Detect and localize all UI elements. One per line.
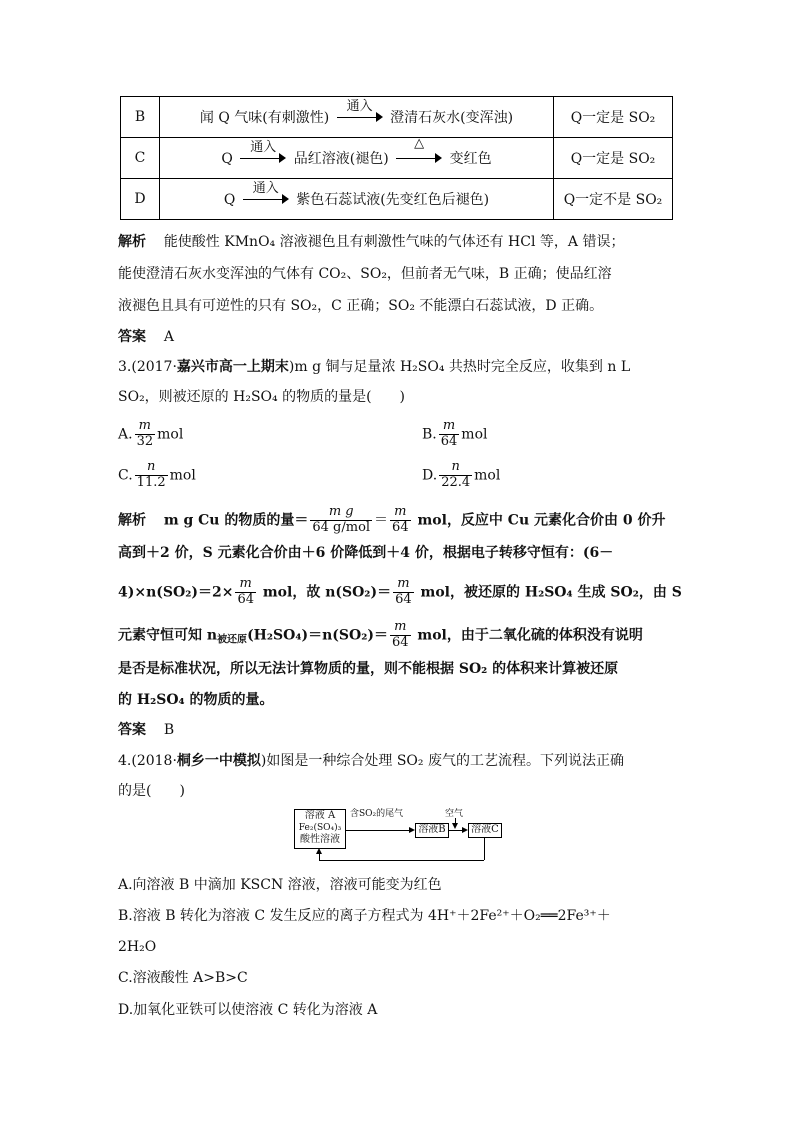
fraction: $\frac{m}{64}$ bbox=[237, 576, 254, 607]
row-letter: B bbox=[121, 97, 160, 138]
table-row bbox=[121, 179, 673, 220]
row-conclusion: Q一定是 SO₂ bbox=[554, 138, 673, 179]
procedure-result: 澄清石灰水(变浑浊) bbox=[390, 110, 514, 126]
analysis-text: 4)×n(SO₂)＝2× bbox=[118, 584, 234, 601]
question-number: 3.(2017· bbox=[118, 359, 177, 375]
table-row bbox=[121, 138, 673, 179]
fraction: $\frac{m}{64}$ bbox=[392, 504, 409, 535]
q4-option-a: A.向溶液 B 中滴加 KSCN 溶液，溶液可能变为红色 bbox=[118, 877, 442, 893]
question-text: )如图是一种综合处理 SO₂ 废气的工艺流程。下列说法正确 bbox=[260, 753, 624, 769]
q3-option-c bbox=[118, 460, 196, 491]
reaction-arrow bbox=[337, 99, 383, 125]
arrow-label: 通入 bbox=[250, 140, 277, 155]
procedure-text: Q bbox=[221, 151, 233, 167]
q3-analysis-line: 是否是标准状况，所以无法计算物质的量，则不能根据 SO₂ 的体积来计算被还原 bbox=[118, 661, 619, 677]
row-letter: D bbox=[121, 179, 160, 220]
arrow-label: 通入 bbox=[252, 181, 279, 196]
arrow-label: 通入 bbox=[346, 99, 373, 114]
box-label: 溶液 A bbox=[304, 810, 336, 821]
analysis-text: mol，被还原的 H₂SO₄ 生成 SO₂，由 S bbox=[415, 584, 682, 601]
q3-analysis-line: 的 H₂SO₄ 的物质的量。 bbox=[118, 692, 274, 708]
heat-icon: △ bbox=[414, 136, 425, 151]
procedure-result: 紫色石蕊试液(先变红色后褪色) bbox=[296, 192, 490, 208]
option-fraction: $\frac{m}{64}$ bbox=[440, 418, 458, 449]
equals-sign: ＝ bbox=[374, 512, 389, 529]
heat-arrow bbox=[396, 136, 442, 166]
option-unit: mol bbox=[474, 467, 501, 484]
q3-option-a bbox=[118, 419, 183, 450]
procedure-result: 品红溶液(褪色) bbox=[293, 151, 389, 167]
option-unit: mol bbox=[169, 467, 196, 484]
row-procedure bbox=[160, 138, 554, 179]
q2-answer bbox=[118, 327, 174, 347]
answer-label: 答案 bbox=[118, 329, 146, 345]
options-table bbox=[120, 96, 673, 220]
analysis-text: mol，由于二氧化硫的体积没有说明 bbox=[412, 627, 643, 644]
q4-option-b: B.溶液 B 转化为溶液 C 发生反应的离子方程式为 4H⁺＋2Fe²⁺＋O₂══2Fe³⁺＋ bbox=[118, 908, 611, 924]
q3-option-d bbox=[422, 460, 500, 491]
option-label: A. bbox=[118, 426, 133, 443]
analysis-text: (H₂SO₄)＝n(SO₂)＝ bbox=[247, 627, 388, 644]
air-label: 空气 bbox=[445, 809, 464, 819]
tail-gas-label: 含SO₂的尾气 bbox=[350, 809, 404, 819]
option-label: C. bbox=[118, 467, 133, 484]
q3-answer bbox=[118, 720, 174, 740]
question-source: 桐乡一中模拟 bbox=[176, 753, 261, 769]
q4-option-d: D.加氧化亚铁可以使溶液 C 转化为溶液 A bbox=[118, 1002, 378, 1018]
reaction-arrow bbox=[240, 140, 286, 166]
option-label: D. bbox=[422, 467, 438, 484]
q4-option-c: C.溶液酸性 A>B>C bbox=[118, 970, 248, 986]
analysis-label: 解析 bbox=[118, 512, 146, 529]
option-unit: mol bbox=[157, 426, 184, 443]
question-source: 嘉兴市高一上期末 bbox=[176, 359, 289, 375]
arrow-down-icon bbox=[452, 823, 458, 829]
table-row bbox=[121, 97, 673, 138]
fraction: $\frac{\text{m g}}{\text{64 g/mol}}$ bbox=[312, 504, 371, 535]
option-fraction: $\frac{n}{11.2}$ bbox=[136, 459, 166, 490]
q3-option-b bbox=[422, 419, 487, 450]
q2-analysis-line bbox=[118, 232, 624, 252]
option-fraction: $\frac{n}{22.4}$ bbox=[441, 459, 471, 490]
option-label: B. bbox=[422, 426, 437, 443]
row-conclusion: Q一定不是 SO₂ bbox=[554, 179, 673, 220]
reaction-arrow bbox=[243, 181, 289, 207]
analysis-label: 解析 bbox=[118, 234, 146, 250]
analysis-text: m g Cu 的物质的量＝ bbox=[163, 512, 309, 529]
fraction: $\frac{m}{64}$ bbox=[395, 576, 412, 607]
q3-analysis-line: 高到＋2 价，S 元素化合价由＋6 价降低到＋4 价，根据电子转移守恒有：(6－ bbox=[118, 545, 614, 561]
row-procedure bbox=[160, 97, 554, 138]
solution-c-box: 溶液C bbox=[468, 823, 502, 838]
question-number: 4.(2018· bbox=[118, 753, 177, 769]
row-procedure bbox=[160, 179, 554, 220]
q3-stem bbox=[118, 357, 630, 377]
procedure-text: 闻 Q 气味(有刺激性) bbox=[199, 110, 330, 126]
q3-analysis-line bbox=[118, 577, 682, 608]
solution-b-box: 溶液B bbox=[415, 823, 449, 838]
row-letter: C bbox=[121, 138, 160, 179]
procedure-result-2: 变红色 bbox=[449, 151, 492, 167]
q2-analysis-line: 液褪色且具有可逆性的只有 SO₂，C 正确；SO₂ 不能漂白石蕊试液，D 正确。 bbox=[118, 298, 604, 314]
analysis-text: 元素守恒可知 n bbox=[118, 627, 218, 644]
q3-stem-2: SO₂，则被还原的 H₂SO₄ 的物质的量是( ) bbox=[118, 389, 406, 405]
option-fraction: $\frac{m}{32}$ bbox=[136, 418, 154, 449]
question-text: )m g 铜与足量浓 H₂SO₄ 共热时完全反应，收集到 n L bbox=[288, 359, 631, 375]
q3-analysis-line bbox=[118, 620, 643, 651]
process-flow-diagram bbox=[290, 806, 520, 876]
q3-analysis-line bbox=[118, 505, 666, 536]
arrow-up-icon bbox=[316, 848, 322, 854]
q4-stem-2: 的是( ) bbox=[118, 783, 185, 799]
q4-stem bbox=[118, 751, 624, 771]
fraction: $\frac{m}{64}$ bbox=[391, 619, 409, 650]
box-label: Fe₂(SO₄)₃ bbox=[298, 823, 342, 833]
option-unit: mol bbox=[461, 426, 488, 443]
row-conclusion: Q一定是 SO₂ bbox=[554, 97, 673, 138]
solution-a-box bbox=[294, 809, 346, 849]
analysis-text: mol，故 n(SO₂)＝ bbox=[257, 584, 392, 601]
answer-label: 答案 bbox=[118, 722, 146, 738]
box-label: 酸性溶液 bbox=[300, 834, 340, 845]
analysis-text: mol，反应中 Cu 元素化合价由 0 价升 bbox=[412, 512, 666, 529]
analysis-text: 能使酸性 KMnO₄ 溶液褪色且有刺激性气味的气体还有 HCl 等，A 错误； bbox=[163, 234, 625, 250]
answer-value: B bbox=[163, 722, 175, 738]
procedure-text: Q bbox=[223, 192, 236, 208]
analysis-subscript: 被还原 bbox=[217, 634, 248, 646]
answer-value: A bbox=[163, 329, 174, 345]
q4-option-b-cont: 2H₂O bbox=[118, 939, 157, 955]
q2-analysis-line: 能使澄清石灰水变浑浊的气体有 CO₂、SO₂，但前者无气味，B 正确；使品红溶 bbox=[118, 266, 612, 282]
